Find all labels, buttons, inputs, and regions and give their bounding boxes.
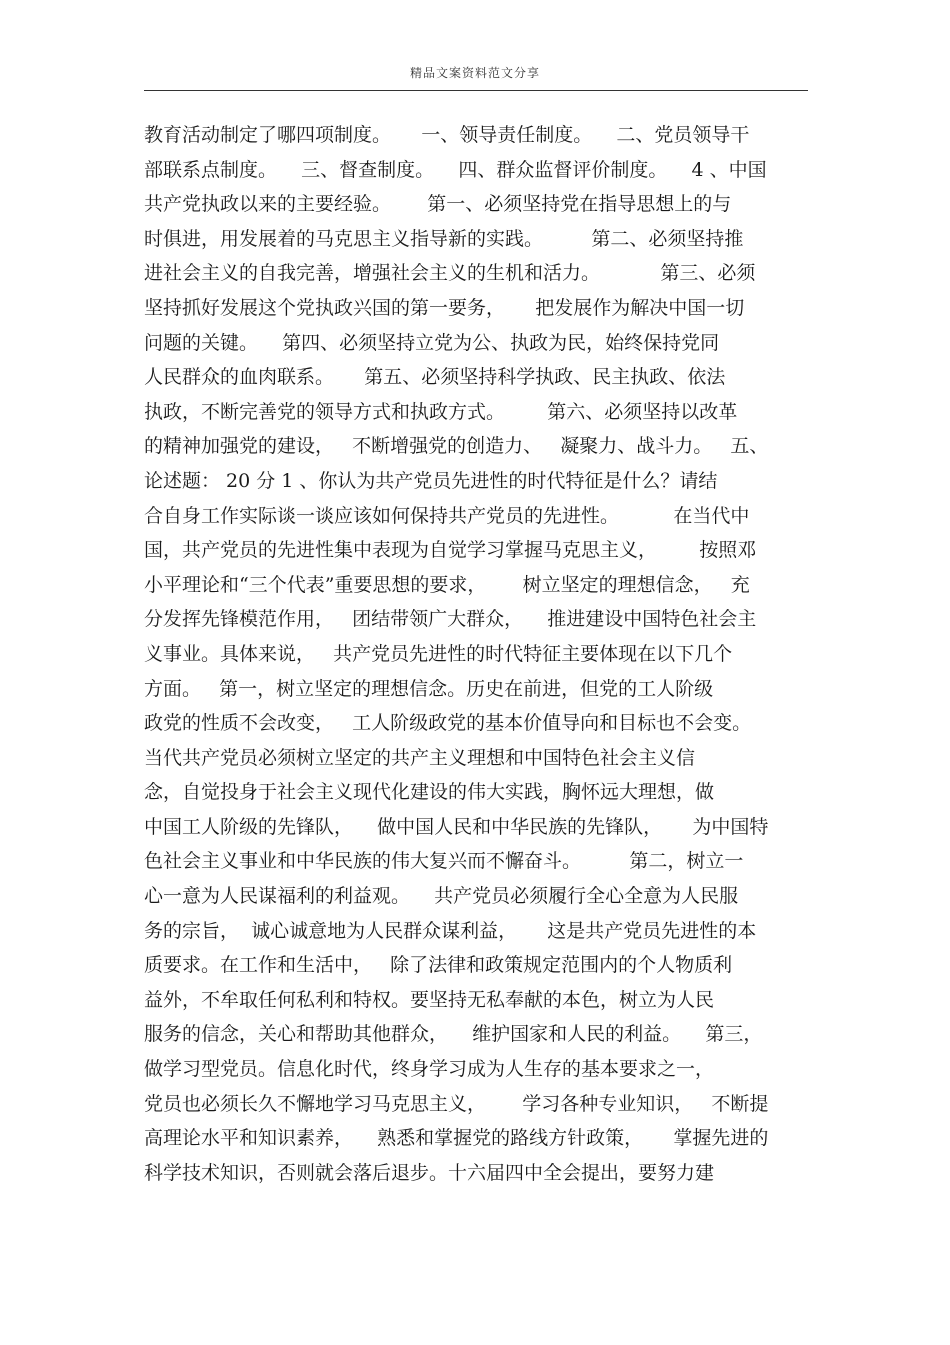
text-line: 的精神加强党的建设， 不断增强党的创造力、 凝聚力、战斗力。 五、 — [144, 435, 769, 458]
text-line: 质要求。在工作和生活中， 除了法律和政策规定范围内的个人物质利 — [144, 954, 733, 977]
text-line: 中国工人阶级的先锋队， 做中国人民和中华民族的先锋队， 为中国特 — [144, 815, 769, 838]
text-line: 方面。 第一，树立坚定的理想信念。历史在前进，但党的工人阶级 — [144, 677, 714, 700]
text-line: 义事业。具体来说， 共产党员先进性的时代特征主要体现在以下几个 — [144, 642, 733, 665]
text-line: 做学习型党员。信息化时代，终身学习成为人生存的基本要求之一， — [144, 1058, 715, 1081]
text-line: 当代共产党员必须树立坚定的共产主义理想和中国特色社会主义信 — [144, 746, 696, 769]
text-line: 时俱进，用发展着的马克思主义指导新的实践。 第二、必须坚持推 — [144, 227, 744, 250]
text-line: 坚持抓好发展这个党执政兴国的第一要务， 把发展作为解决中国一切 — [144, 296, 745, 319]
text-line: 政党的性质不会改变， 工人阶级政党的基本价值导向和目标也不会变。 — [144, 712, 752, 735]
text-line: 党员也必须长久不懈地学习马克思主义， 学习各种专业知识， 不断提 — [144, 1092, 769, 1115]
text-line: 分发挥先锋模范作用， 团结带领广大群众， 推进建设中国特色社会主 — [144, 608, 757, 631]
text-line: 高理论水平和知识素养， 熟悉和掌握党的路线方针政策， 掌握先进的 — [144, 1127, 769, 1150]
text-line: 科学技术知识，否则就会落后退步。十六届四中全会提出，要努力建 — [144, 1161, 715, 1184]
text-line: 务的宗旨， 诚心诚意地为人民群众谋利益， 这是共产党员先进性的本 — [144, 919, 757, 942]
text-line: 人民群众的血肉联系。 第五、必须坚持科学执政、民主执政、依法 — [144, 366, 726, 389]
text-line: 合自身工作实际谈一谈应该如何保持共产党员的先进性。 在当代中 — [144, 504, 750, 527]
text-line: 问题的关键。 第四、必须坚持立党为公、执政为民，始终保持党同 — [144, 331, 720, 354]
text-line: 部联系点制度。 三、督查制度。 四、群众监督评价制度。 4 、中国 — [144, 158, 767, 181]
page-header: 精品文案资料范文分享 — [409, 66, 540, 80]
text-line: 念，自觉投身于社会主义现代化建设的伟大实践，胸怀远大理想，做 — [144, 781, 715, 804]
text-line: 益外，不牟取任何私利和特权。要坚持无私奉献的本色，树立为人民 — [144, 988, 715, 1011]
text-line: 教育活动制定了哪四项制度。 一、领导责任制度。 二、党员领导干 — [144, 124, 750, 146]
text-line: 共产党执政以来的主要经验。 第一、必须坚持党在指导思想上的与 — [144, 193, 732, 216]
text-line: 论述题： 20 分 1 、你认为共产党员先进性的时代特征是什么？请结 — [144, 469, 718, 492]
text-line: 色社会主义事业和中华民族的伟大复兴而不懈奋斗。 第二，树立一 — [144, 850, 744, 873]
text-line: 进社会主义的自我完善，增强社会主义的生机和活力。 第三、必须 — [144, 262, 756, 285]
text-line: 心一意为人民谋福利的利益观。 共产党员必须履行全心全意为人民服 — [144, 885, 739, 908]
text-line: 服务的信念，关心和帮助其他群众， 维护国家和人民的利益。 第三， — [144, 1023, 763, 1046]
text-line: 执政，不断完善党的领导方式和执政方式。 第六、必须坚持以改革 — [144, 400, 738, 423]
header-divider — [144, 90, 808, 91]
text-line: 国，共产党员的先进性集中表现为自觉学习掌握马克思主义， 按照邓 — [144, 539, 757, 562]
text-line: 小平理论和“三个代表”重要思想的要求， 树立坚定的理想信念， 充 — [144, 573, 750, 596]
document-body — [144, 118, 812, 1190]
